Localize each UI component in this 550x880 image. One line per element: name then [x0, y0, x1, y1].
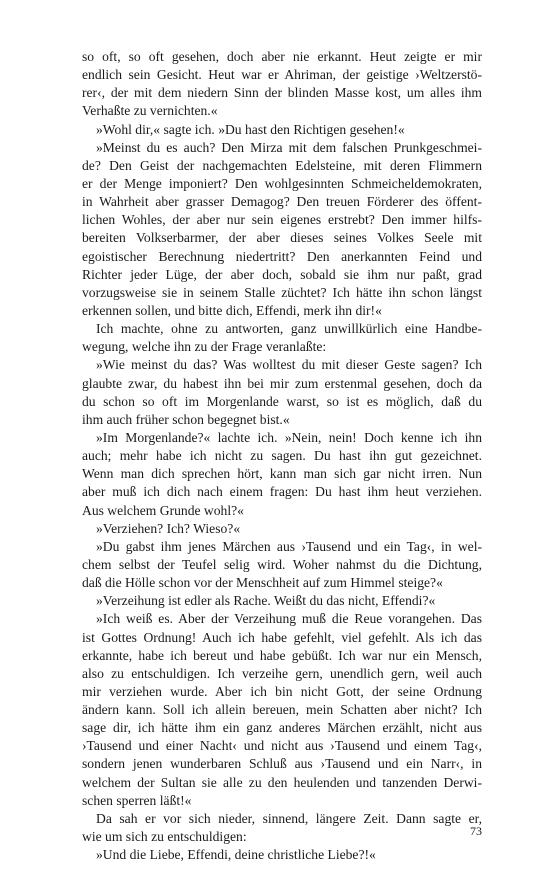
text-line: »Ich weiß es. Aber der Verzeihung muß die Reue vorangehen. Das	[96, 611, 482, 627]
text-line: egoistischer Berechnung niedertritt? Den anerkannten Feind und	[82, 248, 482, 264]
text-line: »Wie meinst du das? Was wolltest du mit dieser Geste sagen? Ich	[96, 357, 482, 373]
text-line: erkennen sollen, und bitte dich, Effendi, merk ihn dir!«	[82, 302, 382, 318]
text-line: aber muß ich dich nach einem fragen: Du hast ihm heut verziehen.	[82, 484, 482, 500]
page-number: 73	[470, 824, 482, 838]
text-line: ›Tausend und einer Nacht‹ und nicht aus ›Tausend und einem Tag‹,	[82, 738, 482, 754]
text-line: vorzugsweise sie in seinem Stalle züchtet? Ich hätte ihn schon längst	[82, 284, 482, 300]
text-line: sage dir, ich hätte ihm ein ganz anderes Märchen erzählt, nicht aus	[82, 720, 482, 736]
text-line: rer‹, der mit dem niedern Sinn der blinden Masse kost, um alles ihm	[82, 85, 482, 101]
text-line: wegung, welche ihn zu der Frage veranlaßte:	[82, 339, 327, 355]
text-line: schen sperren läßt!«	[82, 792, 192, 808]
text-line: Ich machte, ohne zu antworten, ganz unwillkürlich eine Handbe-	[96, 321, 482, 337]
text-line: wie um sich zu entschuldigen:	[82, 829, 247, 845]
text-line: Richter jeder Lüge, der aber doch, sobald sie ihm nur paßt, grad	[82, 266, 482, 282]
text-line: »Im Morgenlande?« lachte ich. »Nein, nein! Doch kenne ich ihn	[96, 429, 482, 445]
text-line: erkannte, habe ich bereut und habe gebüßt. Ich war nur ein Mensch,	[82, 647, 482, 663]
text-line: bereiten Volkserbarmer, der aber dieses seines Volkes Seele mit	[82, 230, 482, 246]
text-line: ist Gottes Ordnung! Auch ich habe gefehlt, viel gefehlt. Als ich das	[82, 629, 482, 645]
body-text	[82, 48, 482, 864]
text-line: ihm auch früher schon begegnet bist.«	[82, 411, 290, 427]
text-line: du schon so oft im Morgenlande warst, so ist es möglich, daß du	[82, 393, 482, 409]
text-line: glaubte zwar, du habest ihn bei mir zum erstenmal gesehen, doch da	[82, 375, 482, 391]
text-line: ändern kann. Soll ich allein bereuen, mein Schatten aber nicht? Ich	[82, 702, 482, 718]
text-line: also zu entschuldigen. Ich verzeihe gern, unendlich gern, weil auch	[82, 665, 482, 681]
text-line: auch; mehr habe ich nicht zu sagen. Du hast ihn gut gezeichnet.	[82, 448, 482, 464]
text-line: de? Den Geist der nachgemachten Edelsteine, mit deren Flimmern	[82, 157, 482, 173]
text-line: endlich sein Gesicht. Heut war er Ahriman, der geistige ›Weltzerstö-	[82, 67, 482, 83]
text-line: »Verzeihung ist edler als Rache. Weißt du das nicht, Effendi?«	[96, 593, 436, 609]
text-line: so oft, so oft gesehen, doch aber nie erkannt. Heut zeigte er mir	[82, 49, 482, 64]
text-line: »Verziehen? Ich? Wieso?«	[96, 520, 241, 536]
text-line: »Du gabst ihm jenes Märchen aus ›Tausend und ein Tag‹, in wel-	[96, 538, 482, 554]
text-line: »Meinst du es auch? Den Mirza mit dem falschen Prunkgeschmei-	[96, 139, 482, 155]
text-line: daß die Hölle schon vor der Menschheit auf zum Himmel steige?«	[82, 575, 443, 591]
text-line: Verhaßte zu vernichten.«	[82, 103, 218, 119]
text-line: mir verziehen wurde. Aber ich bin nicht Gott, der seine Ordnung	[82, 683, 482, 699]
text-line: lichen Wohles, der aber nur sein eigenes erstrebt? Den immer hilfs-	[82, 212, 482, 228]
text-line: in Wahrheit aber grasser Demagog? Den treuen Förderer des öffent-	[82, 194, 482, 210]
text-line: »Wohl dir,« sagte ich. »Du hast den Richtigen gesehen!«	[96, 121, 405, 137]
text-line: er der Menge imponiert? Den wohlgesinnten Schmeicheldemokraten,	[82, 175, 482, 191]
text-line: chem selbst der Teufel selig wird. Woher nahmst du die Dichtung,	[82, 556, 482, 572]
text-line: Da sah er vor sich nieder, sinnend, längere Zeit. Dann sagte er,	[96, 810, 482, 826]
text-line: Aus welchem Grunde wohl?«	[82, 502, 244, 518]
text-line: Wenn man dich sprechen hört, kann man sich gar nicht irren. Nun	[82, 466, 482, 482]
text-line: welchem der Sultan sie alle zu den heulenden und tanzenden Derwi-	[82, 774, 482, 790]
text-line: sondern jenen wunderbaren Schluß aus ›Tausend und ein Narr‹, in	[82, 756, 482, 772]
text-line: »Und die Liebe, Effendi, deine christliche Liebe?!«	[96, 847, 376, 863]
